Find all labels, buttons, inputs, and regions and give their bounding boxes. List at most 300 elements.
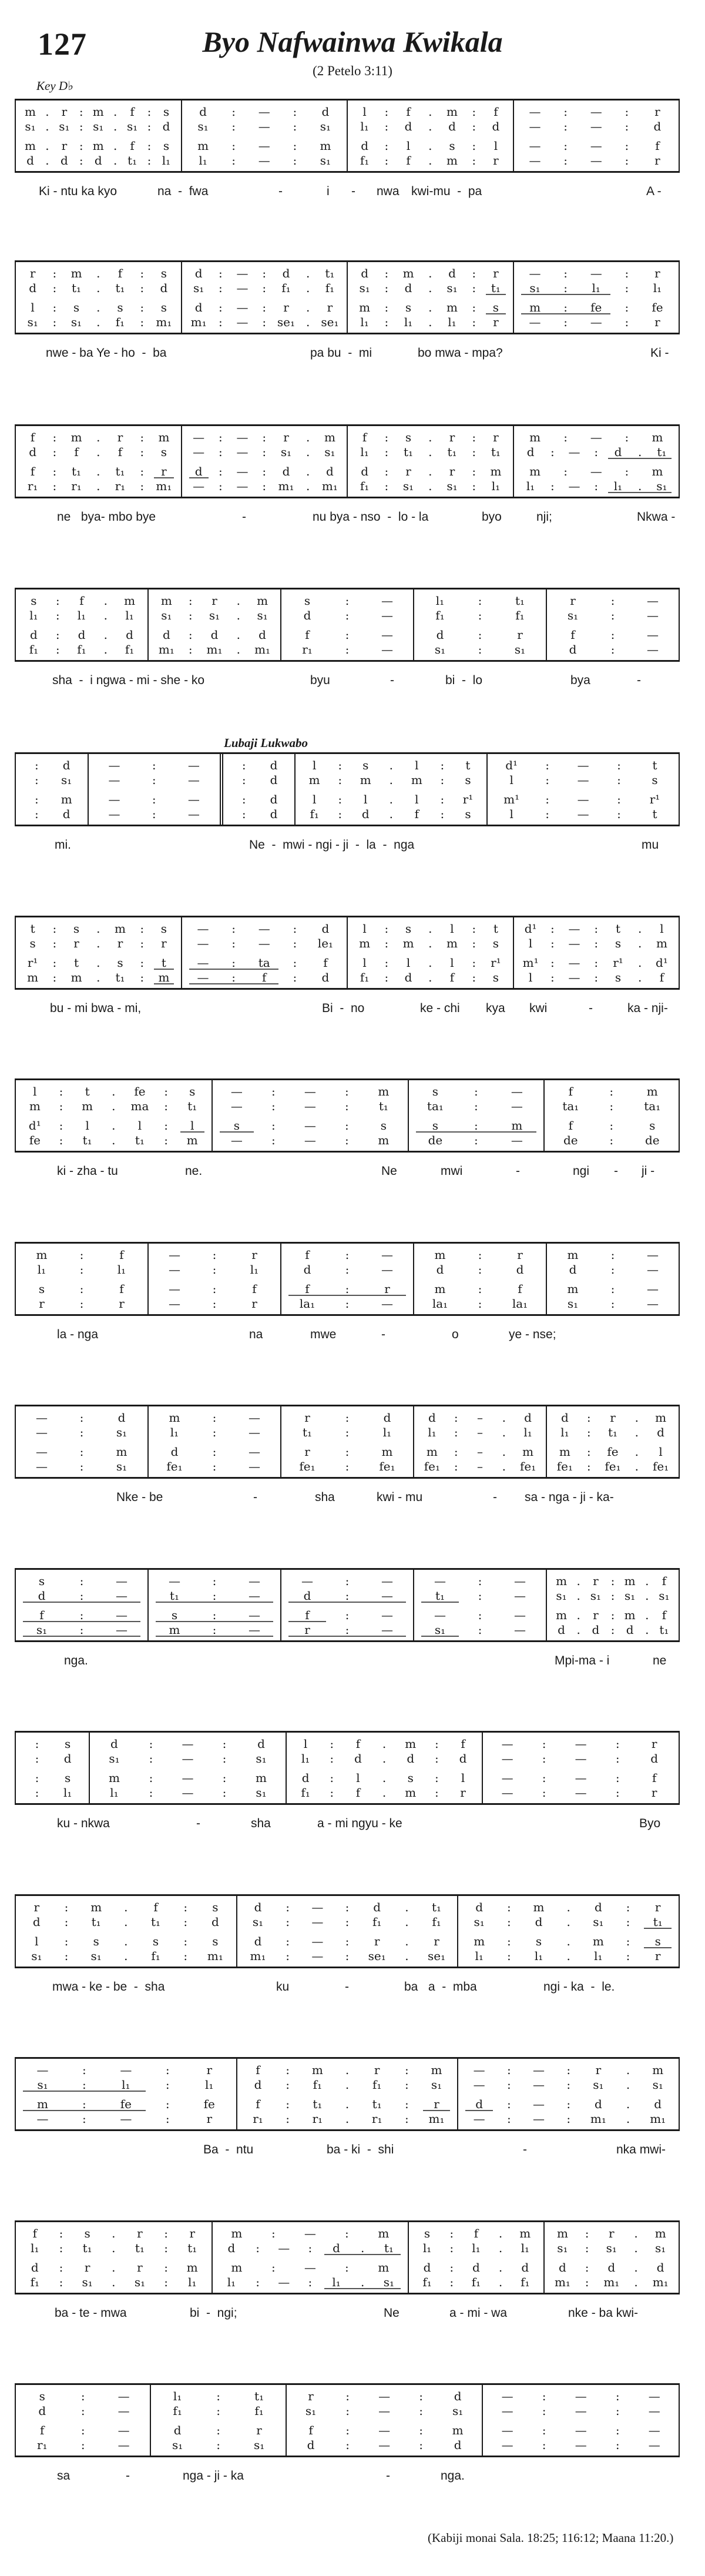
voice-row-alto — [489, 2403, 673, 2418]
solfa-token: d — [110, 1736, 118, 1751]
solfa-token: : — [241, 772, 246, 787]
measure — [147, 1244, 280, 1314]
solfa-grid — [15, 1894, 680, 1968]
solfa-token: se₁ — [321, 314, 339, 329]
solfa-token: : — [35, 1770, 39, 1785]
solfa-token: — — [381, 608, 393, 622]
solfa-token: s₁ — [36, 1622, 48, 1637]
solfa-token: l₁ — [360, 119, 369, 133]
solfa-token: : — [617, 758, 621, 772]
solfa-token: r — [251, 1247, 257, 1262]
voice-row-soprano — [550, 1084, 673, 1098]
solfa-token: : — [35, 1736, 39, 1751]
solfa-token: m¹ — [522, 955, 539, 970]
slur-underline-group — [323, 2240, 402, 2255]
lyric-syllable: mwa - ke - be - sha — [52, 1980, 165, 1994]
solfa-token: s — [233, 1118, 240, 1133]
solfa-token: : — [474, 1084, 478, 1098]
solfa-token: l₁ — [173, 2389, 182, 2403]
solfa-token: — — [648, 2437, 660, 2452]
voice-row-alto — [553, 1425, 673, 1439]
solfa-token: m — [567, 1247, 579, 1262]
solfa-token: s₁ — [446, 280, 458, 295]
solfa-token: r — [251, 1296, 257, 1311]
solfa-token: s₁ — [556, 1588, 567, 1603]
solfa-token: d — [257, 1736, 265, 1751]
solfa-token: m — [452, 2423, 464, 2437]
solfa-token: : — [212, 1410, 217, 1425]
voice-row-tenor — [22, 1118, 206, 1133]
solfa-token: l — [85, 1118, 89, 1133]
solfa-token: : — [262, 464, 267, 478]
measure — [16, 2385, 150, 2456]
solfa-token: m₁ — [206, 642, 223, 656]
measure — [543, 1080, 679, 1151]
solfa-token: d — [29, 627, 38, 642]
solfa-token: — — [278, 2240, 290, 2255]
solfa-token: : — [449, 2260, 454, 2274]
solfa-token: : — [338, 806, 343, 821]
solfa-token: s — [163, 138, 170, 153]
solfa-token: d — [526, 444, 535, 459]
voice-row-soprano — [22, 2226, 206, 2240]
solfa-token: l — [660, 921, 664, 936]
voice-row-soprano — [219, 2226, 402, 2240]
solfa-token: — — [647, 1247, 659, 1262]
voice-row-tenor — [22, 138, 175, 153]
solfa-token: d — [524, 1410, 532, 1425]
solfa-token: d — [626, 1622, 634, 1637]
solfa-token: : — [222, 1751, 227, 1766]
solfa-token: l₁ — [250, 1262, 259, 1277]
solfa-token: s₁ — [474, 1914, 485, 1929]
solfa-token: m — [652, 2062, 664, 2077]
solfa-token: : — [585, 2240, 589, 2255]
solfa-token: : — [231, 955, 236, 970]
solfa-token: . — [306, 314, 310, 329]
notation-system — [0, 916, 705, 1033]
solfa-token: : — [404, 2096, 409, 2111]
solfa-token: fe₁ — [605, 1459, 621, 1473]
solfa-token: r — [651, 1785, 657, 1800]
solfa-token: l₁ — [560, 1425, 569, 1439]
solfa-token: r₁ — [71, 478, 82, 493]
solfa-token: l₁ — [653, 280, 662, 295]
solfa-token: t₁ — [135, 1133, 145, 1147]
solfa-token: . — [112, 2274, 116, 2289]
solfa-token: : — [338, 772, 343, 787]
solfa-token: . — [645, 1573, 649, 1588]
solfa-token: : — [550, 444, 555, 459]
solfa-token: r — [517, 1247, 523, 1262]
solfa-token: : — [52, 478, 57, 493]
solfa-token: m — [186, 1133, 198, 1147]
solfa-token: f — [662, 1573, 667, 1588]
solfa-token: : — [506, 1900, 511, 1914]
voice-row-bass — [219, 1133, 402, 1147]
solfa-token: : — [594, 921, 599, 936]
solfa-token: : — [472, 138, 476, 153]
solfa-token: l₁ — [170, 1425, 179, 1439]
solfa-token: s — [160, 300, 167, 314]
solfa-token: : — [419, 2437, 423, 2452]
solfa-token: r — [206, 2062, 212, 2077]
solfa-token: : — [384, 119, 389, 133]
solfa-token: m — [160, 593, 172, 608]
measure — [16, 1733, 89, 1803]
solfa-token: : — [216, 2437, 220, 2452]
voice-row-bass — [464, 1948, 673, 1963]
solfa-token: — — [197, 970, 209, 984]
solfa-token: f₁ — [422, 2274, 432, 2289]
measure — [513, 101, 679, 171]
solfa-token: : — [454, 1459, 458, 1473]
solfa-token: l — [303, 1736, 308, 1751]
solfa-token: ta₁ — [644, 1098, 661, 1113]
slur-underline-group — [485, 300, 506, 314]
solfa-token: : — [478, 627, 482, 642]
solfa-token: f — [305, 1607, 310, 1622]
solfa-token: : — [218, 266, 223, 280]
voice-row-tenor — [243, 2096, 452, 2111]
solfa-token: . — [112, 2240, 116, 2255]
solfa-token: — — [378, 2437, 391, 2452]
solfa-token: . — [45, 119, 49, 133]
measure — [150, 2385, 285, 2456]
solfa-token: : — [338, 792, 343, 806]
voice-row-bass — [287, 642, 407, 656]
solfa-token: s — [362, 758, 369, 772]
solfa-token: : — [183, 1934, 188, 1948]
lyric-syllable: Ba - ntu — [203, 2143, 254, 2156]
lyric-syllable: Ne — [384, 2306, 400, 2320]
solfa-token: m — [70, 430, 82, 444]
solfa-token: : — [79, 1607, 84, 1622]
solfa-token: — — [568, 478, 580, 493]
voice-row-alto — [22, 772, 82, 787]
solfa-token: fe₁ — [299, 1459, 315, 1473]
solfa-token: : — [293, 936, 297, 950]
solfa-token: — — [381, 1247, 393, 1262]
solfa-token: : — [262, 266, 267, 280]
lyric-syllable: nka mwi- — [616, 2143, 666, 2156]
voice-row-bass — [520, 314, 673, 329]
voice-row-alto — [293, 2403, 476, 2418]
solfa-token: s — [73, 300, 80, 314]
solfa-token: : — [52, 280, 57, 295]
solfa-token: . — [112, 1084, 116, 1098]
solfa-token: : — [454, 1444, 458, 1459]
solfa-token: m — [197, 138, 209, 153]
measure — [181, 101, 347, 171]
solfa-token: . — [576, 1588, 580, 1603]
voice-row-soprano — [420, 1247, 540, 1262]
measure — [486, 754, 679, 825]
voice-row-tenor — [489, 2423, 673, 2437]
solfa-token: m — [359, 936, 371, 950]
solfa-token: s₁ — [116, 1459, 127, 1473]
solfa-token: . — [428, 119, 432, 133]
solfa-token: t₁ — [135, 2240, 145, 2255]
solfa-token: l₁ — [29, 608, 38, 622]
solfa-token: : — [52, 955, 57, 970]
solfa-token: d — [254, 2077, 262, 2092]
solfa-token: le₁ — [317, 936, 334, 950]
solfa-token: : — [384, 921, 389, 936]
solfa-token: d — [607, 2260, 616, 2274]
solfa-token: f — [39, 1607, 44, 1622]
solfa-token: — — [648, 2389, 660, 2403]
solfa-token: d — [94, 153, 102, 168]
solfa-token: : — [59, 1118, 63, 1133]
solfa-token: fe₁ — [379, 1459, 395, 1473]
solfa-token: d — [383, 1410, 391, 1425]
solfa-token: s — [492, 936, 499, 950]
solfa-grid — [15, 1731, 680, 1805]
voice-row-alto — [22, 2077, 230, 2092]
notation-system — [0, 1894, 705, 2012]
solfa-token: : — [262, 478, 267, 493]
lyrics-line — [0, 1654, 705, 1671]
solfa-token: d — [38, 1588, 46, 1603]
solfa-token: s₁ — [431, 2077, 442, 2092]
solfa-token: — — [577, 772, 589, 787]
lyric-syllable: - — [493, 1490, 497, 1504]
measure — [16, 1406, 147, 1477]
solfa-token: — — [116, 1607, 127, 1622]
solfa-token: l — [659, 1444, 663, 1459]
voice-row-soprano — [520, 430, 673, 444]
measure — [482, 1733, 679, 1803]
solfa-token: — — [249, 1573, 260, 1588]
solfa-token: m₁ — [321, 478, 338, 493]
solfa-token: . — [96, 478, 100, 493]
solfa-token: . — [428, 936, 432, 950]
notation-system — [0, 260, 705, 378]
solfa-token: . — [96, 314, 100, 329]
solfa-token: : — [147, 138, 152, 153]
lyric-syllable: ngi — [573, 1164, 590, 1178]
solfa-token: l₁ — [594, 1948, 603, 1963]
solfa-token: d¹ — [656, 955, 668, 970]
solfa-token: d — [118, 1410, 126, 1425]
solfa-token: . — [428, 955, 432, 970]
solfa-token: m₁ — [428, 2111, 445, 2126]
solfa-token: s — [160, 444, 167, 459]
solfa-token: : — [293, 138, 297, 153]
solfa-token: . — [634, 2226, 638, 2240]
solfa-token: . — [502, 1459, 506, 1473]
measure — [347, 917, 513, 988]
voice-row-alto — [464, 2077, 673, 2092]
solfa-token: : — [80, 2437, 85, 2452]
solfa-grid — [15, 99, 680, 173]
solfa-token: . — [306, 266, 310, 280]
voice-row-bass — [22, 153, 175, 168]
solfa-token: r¹ — [491, 955, 501, 970]
solfa-token: l — [33, 1084, 37, 1098]
solfa-token: l — [312, 758, 317, 772]
voice-row-bass — [229, 806, 289, 821]
lyric-syllable: ki - zha - tu — [57, 1164, 118, 1178]
solfa-token: s — [492, 970, 499, 984]
solfa-token: : — [218, 314, 223, 329]
voice-row-alto — [155, 1262, 274, 1277]
solfa-token: d — [407, 1751, 415, 1766]
solfa-token: : — [52, 464, 57, 478]
voice-row-bass — [22, 478, 175, 493]
solfa-token: : — [231, 104, 236, 119]
solfa-token: f — [256, 2096, 260, 2111]
solfa-token: m — [115, 921, 126, 936]
notation-system — [0, 588, 705, 705]
solfa-token: : — [478, 1262, 482, 1277]
solfa-token: d — [31, 2260, 39, 2274]
solfa-token: s — [615, 970, 622, 984]
voice-row-tenor — [22, 2423, 144, 2437]
voice-row-alto — [464, 1914, 673, 1929]
solfa-token: l — [509, 806, 513, 821]
slur-underline-group — [155, 1588, 274, 1603]
notation-system — [0, 2220, 705, 2338]
solfa-token: . — [96, 266, 100, 280]
solfa-token: r — [304, 1622, 310, 1637]
solfa-token: : — [212, 1459, 217, 1473]
solfa-token: : — [218, 444, 223, 459]
solfa-token: f₁ — [125, 642, 135, 656]
solfa-token: l₁ — [534, 1948, 543, 1963]
solfa-grid — [15, 1078, 680, 1153]
voice-row-soprano — [420, 1410, 540, 1425]
solfa-token: : — [140, 314, 145, 329]
voice-row-tenor — [420, 627, 540, 642]
voice-row-bass — [243, 1948, 452, 1963]
lyric-syllable: nu bya - nso - lo - la — [313, 510, 429, 524]
voice-row-soprano — [219, 1084, 402, 1098]
solfa-token: f — [118, 444, 123, 459]
solfa-token: : — [625, 104, 629, 119]
solfa-token: d — [62, 758, 70, 772]
solfa-token: f — [655, 138, 660, 153]
solfa-token: t₁ — [659, 1622, 669, 1637]
solfa-token: d — [170, 1444, 179, 1459]
solfa-token: : — [212, 1573, 217, 1588]
solfa-token: : — [212, 1588, 217, 1603]
solfa-token: m — [381, 1444, 393, 1459]
solfa-token: t₁ — [115, 970, 125, 984]
lyrics-line — [0, 2143, 705, 2160]
solfa-token: l — [461, 1770, 465, 1785]
solfa-token: d — [194, 464, 203, 478]
solfa-token: : — [384, 970, 389, 984]
solfa-token: m — [405, 1736, 417, 1751]
solfa-token: — — [648, 2403, 660, 2418]
solfa-token: : — [615, 2403, 620, 2418]
solfa-token: : — [79, 104, 83, 119]
solfa-token: m — [567, 1281, 579, 1296]
solfa-token: : — [82, 2077, 86, 2092]
solfa-token: : — [625, 280, 629, 295]
solfa-token: r — [593, 1573, 599, 1588]
solfa-token: : — [59, 2240, 63, 2255]
solfa-token: : — [345, 1948, 350, 1963]
solfa-token: : — [147, 153, 152, 168]
solfa-token: : — [506, 2077, 511, 2092]
solfa-token: — — [304, 2226, 316, 2240]
solfa-token: : — [625, 314, 629, 329]
solfa-token: : — [64, 1900, 69, 1914]
solfa-token: r — [610, 1410, 616, 1425]
solfa-token: — — [36, 1444, 48, 1459]
solfa-token: s₁ — [93, 119, 104, 133]
scripture-reference: (2 Petelo 3:11) — [313, 63, 392, 78]
key-signature: Key D♭ — [36, 79, 73, 93]
solfa-token: f — [305, 1247, 310, 1262]
solfa-token: . — [389, 806, 393, 821]
solfa-token: : — [164, 2240, 168, 2255]
solfa-token: s₁ — [257, 608, 268, 622]
solfa-token: f₁ — [325, 280, 335, 295]
solfa-token: s — [171, 1607, 178, 1622]
voice-row-bass — [354, 314, 507, 329]
solfa-token: : — [216, 2423, 220, 2437]
solfa-token: f — [30, 430, 35, 444]
lyric-syllable: sha — [315, 1490, 335, 1504]
solfa-token: t₁ — [657, 444, 667, 459]
lyrics-line — [0, 510, 705, 528]
solfa-token: . — [361, 2240, 365, 2255]
solfa-token: : — [345, 593, 350, 608]
solfa-token: : — [80, 2389, 85, 2403]
solfa-token: r — [654, 104, 660, 119]
solfa-token: f — [568, 1118, 573, 1133]
solfa-token: — — [575, 2403, 587, 2418]
solfa-token: — — [575, 1785, 587, 1800]
solfa-token: : — [165, 2096, 170, 2111]
solfa-token: m — [169, 1622, 180, 1637]
solfa-token: : — [147, 104, 152, 119]
solfa-token: : — [140, 970, 145, 984]
voice-row-soprano — [287, 1247, 407, 1262]
solfa-token: : — [286, 1900, 290, 1914]
voice-row-tenor — [155, 627, 274, 642]
solfa-token: r — [189, 2226, 196, 2240]
voice-row-bass — [489, 2437, 673, 2452]
solfa-token: : — [271, 1084, 276, 1098]
voice-row-soprano — [243, 1900, 452, 1914]
measure — [181, 917, 347, 988]
solfa-token: r — [137, 2226, 143, 2240]
solfa-token: : — [52, 921, 57, 936]
solfa-token: : — [188, 593, 193, 608]
solfa-token: : — [212, 1444, 217, 1459]
solfa-token: : — [384, 464, 389, 478]
solfa-token: d — [475, 2096, 484, 2111]
lyrics-line — [0, 346, 705, 364]
voice-row-alto — [22, 2403, 144, 2418]
voice-row-soprano — [22, 1736, 83, 1751]
solfa-token: f — [118, 266, 123, 280]
solfa-token: — — [647, 1281, 659, 1296]
solfa-token: m — [90, 1900, 102, 1914]
solfa-token: : — [542, 2389, 546, 2403]
solfa-token: f — [256, 2062, 260, 2077]
solfa-token: : — [149, 1785, 153, 1800]
solfa-token: fe — [203, 2096, 215, 2111]
solfa-token: f₁ — [432, 1914, 441, 1929]
solfa-token: . — [236, 627, 240, 642]
lyric-syllable: sa - nga - ji - ka- — [525, 1490, 614, 1504]
